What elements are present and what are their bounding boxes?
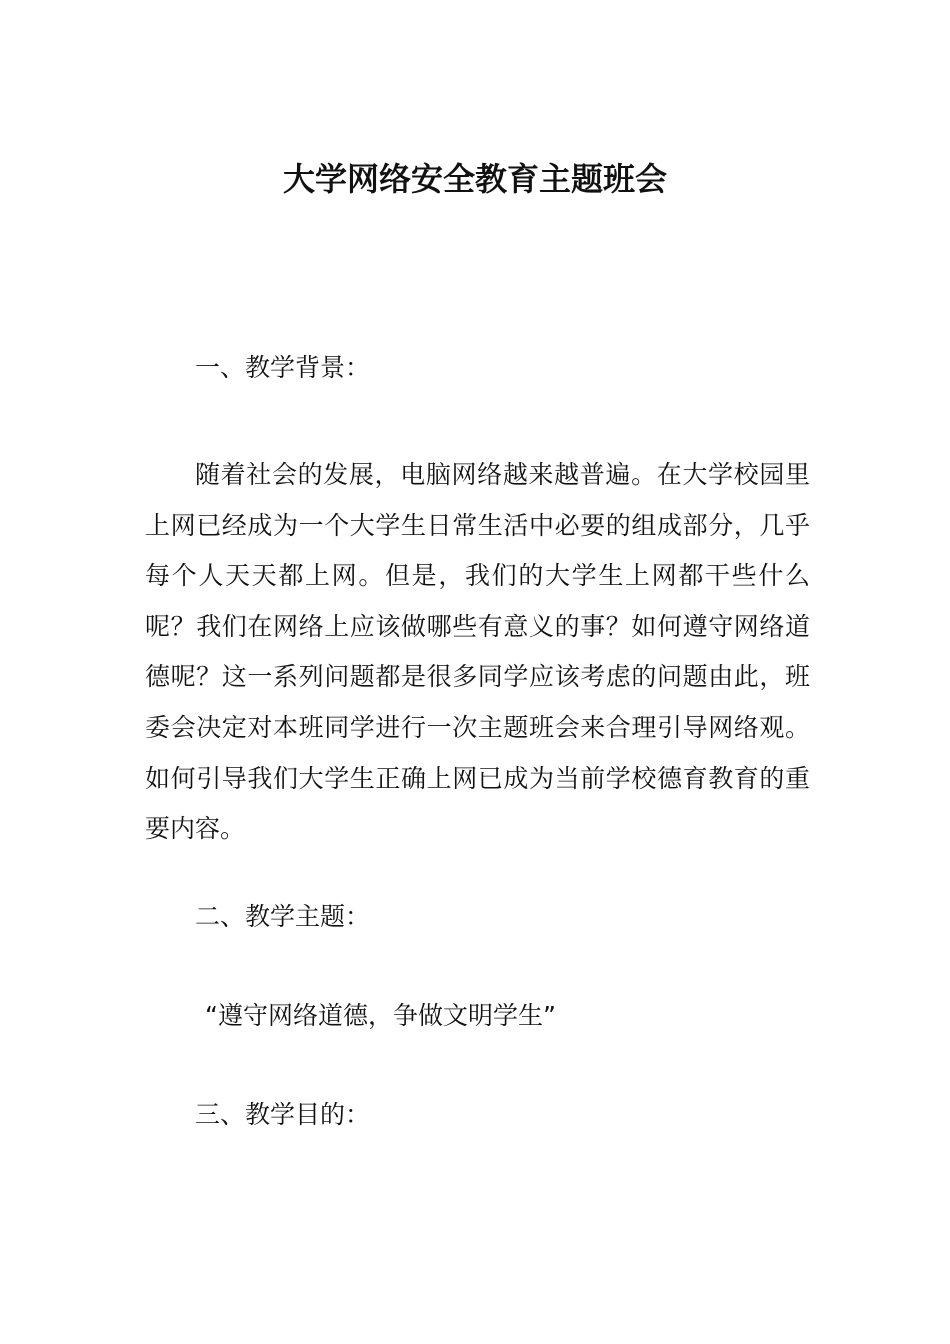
background-paragraph: 随着社会的发展，电脑网络越来越普遍。在大学校园里上网已经成为一个大学生日常生活中必要的组成部分，几乎每个人天天都上网。但是，我们的大学生上网都干些什么呢？我们在网络上应该做哪些有意义的事？如何遵守网络道德呢？这一系列问题都是很多同学应该考虑的问题由此，班委会决定对本班同学进行一次主题班会来合理引导网络观。如何引导我们大学生正确上网已成为当前学校德育教育的重要内容。: [145, 460, 810, 844]
document-title: 大学网络安全教育主题班会: [282, 160, 667, 198]
section-heading-theme: 二、教学主题：: [195, 902, 371, 931]
theme-quote: “遵守网络道德，争做文明学生”: [205, 1001, 556, 1030]
section-heading-purpose: 三、教学目的：: [195, 1100, 371, 1129]
section-heading-background: 一、教学背景：: [195, 353, 371, 382]
